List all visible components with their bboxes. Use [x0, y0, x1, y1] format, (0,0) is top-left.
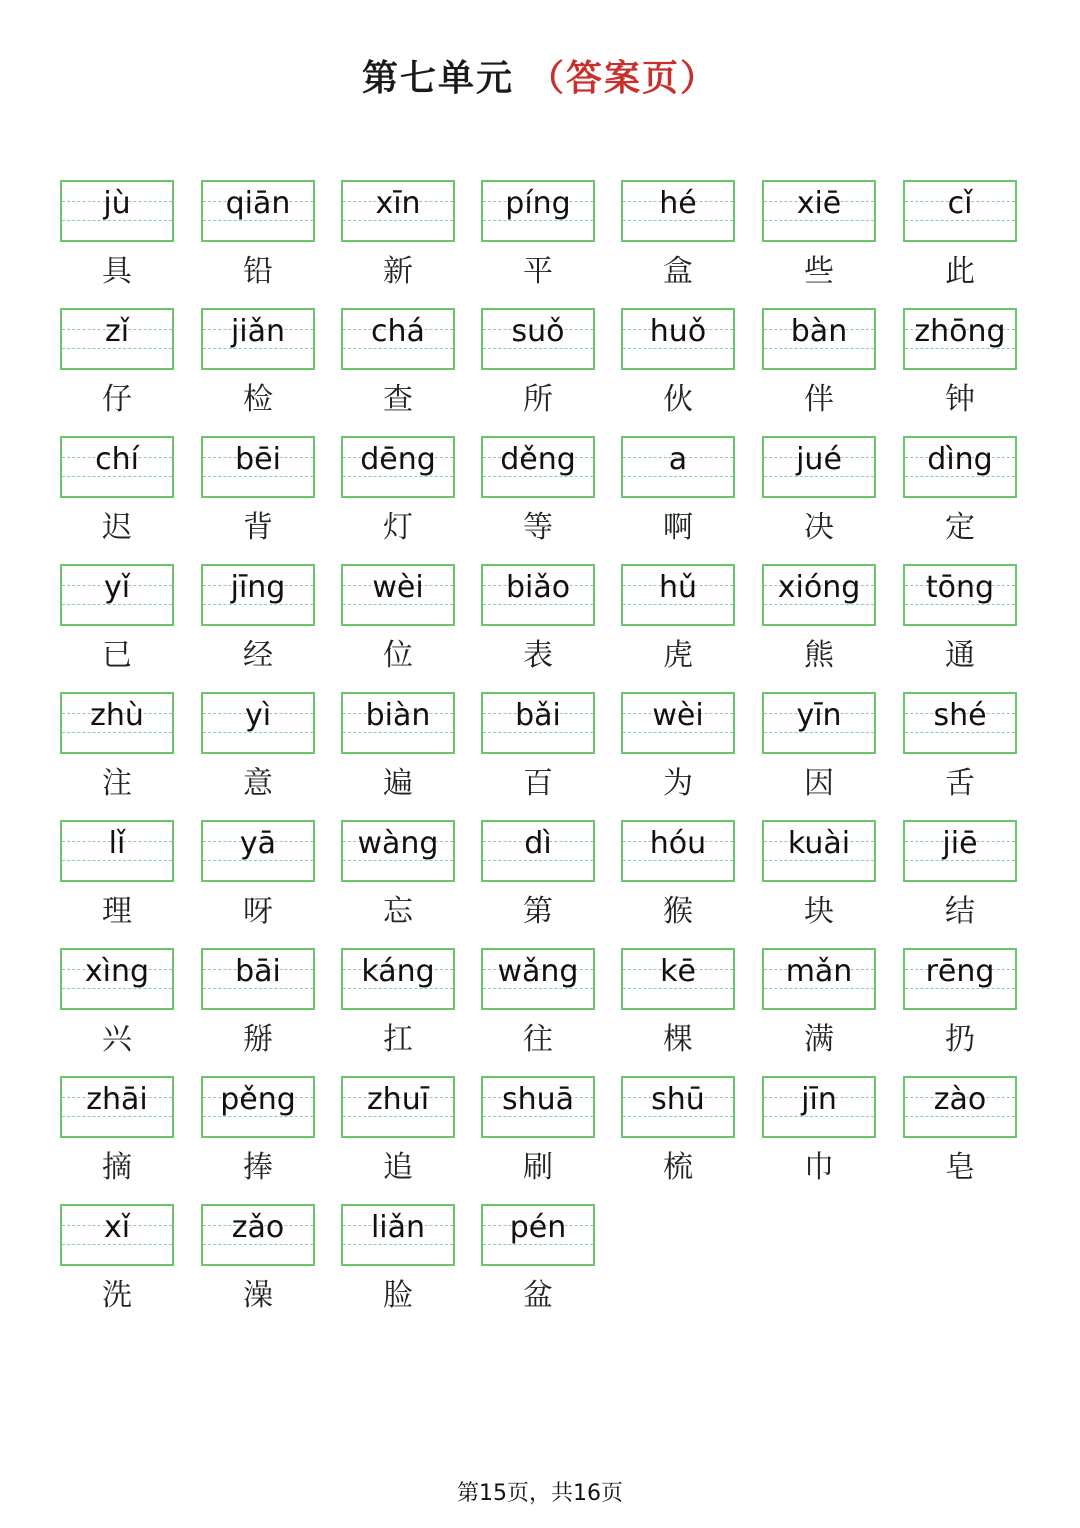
pinyin-grid	[60, 180, 1020, 1332]
pinyin-cell	[621, 820, 735, 940]
hanzi-character: 百	[523, 766, 553, 801]
hanzi-character: 皂	[945, 1150, 975, 1185]
hanzi-character: 猴	[663, 894, 693, 929]
pinyin-text: biǎo	[505, 570, 571, 605]
hanzi-character: 追	[383, 1150, 413, 1185]
pinyin-cell	[903, 692, 1017, 812]
pinyin-text: kē	[660, 954, 696, 989]
grid-row	[60, 436, 1020, 564]
pinyin-text: xīn	[375, 186, 421, 221]
pinyin-cell	[60, 1076, 174, 1196]
pinyin-text: chí	[95, 442, 139, 477]
pinyin-text: zhāi	[86, 1082, 148, 1117]
pinyin-text: rēng	[925, 954, 995, 989]
hanzi-character: 澡	[243, 1278, 273, 1313]
hanzi-character: 位	[383, 638, 413, 673]
pinyin-cell	[481, 1204, 595, 1324]
hanzi-character: 忘	[383, 894, 413, 929]
pinyin-text: jù	[103, 186, 131, 221]
answer-page-label: （答案页）	[528, 57, 719, 99]
hanzi-character: 等	[523, 510, 553, 545]
pinyin-text: zhuī	[366, 1082, 430, 1117]
pinyin-cell	[481, 436, 595, 556]
pinyin-cell	[481, 692, 595, 812]
pinyin-text: bǎi	[515, 698, 561, 733]
pinyin-text: shé	[933, 698, 987, 733]
pinyin-text: dìng	[927, 442, 993, 477]
hanzi-character: 虎	[663, 638, 693, 673]
grid-row	[60, 180, 1020, 308]
pinyin-cell	[201, 1076, 315, 1196]
pinyin-text: xǐ	[103, 1210, 131, 1245]
hanzi-character: 检	[243, 382, 273, 417]
pinyin-cell	[60, 1204, 174, 1324]
pinyin-cell	[201, 180, 315, 300]
hanzi-character: 已	[102, 638, 132, 673]
grid-row	[60, 1204, 1020, 1332]
hanzi-character: 呀	[243, 894, 273, 929]
pinyin-cell	[341, 308, 455, 428]
hanzi-character: 兴	[102, 1022, 132, 1057]
pinyin-text: jīn	[801, 1082, 837, 1117]
pinyin-cell	[621, 308, 735, 428]
hanzi-character: 此	[945, 254, 975, 289]
pinyin-text: shuā	[501, 1082, 575, 1117]
pinyin-cell	[201, 948, 315, 1068]
pinyin-text: bēi	[235, 442, 281, 477]
pinyin-cell	[201, 1204, 315, 1324]
pinyin-text: qiān	[225, 186, 291, 221]
pinyin-text: děng	[500, 442, 576, 477]
pinyin-text: yǐ	[103, 570, 131, 605]
pinyin-cell	[201, 692, 315, 812]
pinyin-cell	[341, 436, 455, 556]
pinyin-cell	[481, 1076, 595, 1196]
hanzi-character: 所	[523, 382, 553, 417]
pinyin-cell	[341, 1204, 455, 1324]
hanzi-character: 表	[523, 638, 553, 673]
hanzi-character: 经	[243, 638, 273, 673]
pinyin-text: wàng	[357, 826, 439, 861]
pinyin-cell	[201, 308, 315, 428]
hanzi-character: 往	[523, 1022, 553, 1057]
pinyin-cell	[481, 820, 595, 940]
grid-row	[60, 564, 1020, 692]
hanzi-character: 盆	[523, 1278, 553, 1313]
hanzi-character: 定	[945, 510, 975, 545]
pinyin-cell	[903, 820, 1017, 940]
hanzi-character: 因	[804, 766, 834, 801]
hanzi-character: 第	[523, 894, 553, 929]
pinyin-cell	[762, 564, 876, 684]
grid-row	[60, 820, 1020, 948]
pinyin-cell	[341, 564, 455, 684]
hanzi-character: 啊	[663, 510, 693, 545]
pinyin-cell	[60, 436, 174, 556]
hanzi-character: 铅	[243, 254, 273, 289]
hanzi-character: 注	[102, 766, 132, 801]
pinyin-text: wǎng	[497, 954, 579, 989]
pinyin-cell	[481, 180, 595, 300]
hanzi-character: 迟	[102, 510, 132, 545]
pinyin-cell	[621, 1076, 735, 1196]
pinyin-text: jīng	[230, 570, 286, 605]
pinyin-text: pén	[509, 1210, 567, 1245]
pinyin-text: yīn	[796, 698, 842, 733]
hanzi-character: 满	[804, 1022, 834, 1057]
hanzi-character: 查	[383, 382, 413, 417]
pinyin-text: suǒ	[511, 314, 565, 349]
pinyin-cell	[341, 948, 455, 1068]
grid-row	[60, 308, 1020, 436]
pinyin-text: lǐ	[108, 826, 126, 861]
pinyin-cell	[621, 564, 735, 684]
hanzi-character: 遍	[383, 766, 413, 801]
grid-row	[60, 1076, 1020, 1204]
hanzi-character: 掰	[243, 1022, 273, 1057]
pinyin-text: dēng	[360, 442, 436, 477]
pinyin-text: hǔ	[658, 570, 698, 605]
pinyin-text: zǎo	[231, 1210, 285, 1245]
pinyin-cell	[903, 948, 1017, 1068]
pinyin-cell	[201, 820, 315, 940]
hanzi-character: 脸	[383, 1278, 413, 1313]
hanzi-character: 洗	[102, 1278, 132, 1313]
hanzi-character: 新	[383, 254, 413, 289]
hanzi-character: 平	[523, 254, 553, 289]
hanzi-character: 扛	[383, 1022, 413, 1057]
pinyin-cell	[341, 692, 455, 812]
hanzi-character: 巾	[804, 1150, 834, 1185]
pinyin-text: jiǎn	[230, 314, 286, 349]
hanzi-character: 背	[243, 510, 273, 545]
pinyin-text: káng	[361, 954, 435, 989]
pinyin-cell	[762, 180, 876, 300]
pinyin-cell	[621, 180, 735, 300]
pinyin-cell	[60, 820, 174, 940]
pinyin-text: yā	[239, 826, 277, 861]
pinyin-cell	[60, 948, 174, 1068]
pinyin-cell	[60, 692, 174, 812]
pinyin-text: huǒ	[649, 314, 707, 349]
pinyin-text: wèi	[372, 570, 424, 605]
pinyin-text: liǎn	[370, 1210, 426, 1245]
pinyin-text: mǎn	[785, 954, 853, 989]
pinyin-cell	[903, 180, 1017, 300]
page-number: 第15页，共16页	[457, 1481, 623, 1506]
hanzi-character: 扔	[945, 1022, 975, 1057]
hanzi-character: 理	[102, 894, 132, 929]
hanzi-character: 为	[663, 766, 693, 801]
pinyin-cell	[60, 564, 174, 684]
pinyin-text: zhōng	[914, 314, 1006, 349]
pinyin-cell	[762, 692, 876, 812]
pinyin-cell	[341, 1076, 455, 1196]
pinyin-cell	[341, 820, 455, 940]
pinyin-cell	[762, 948, 876, 1068]
pinyin-cell	[762, 1076, 876, 1196]
pinyin-cell	[481, 564, 595, 684]
pinyin-cell	[903, 1076, 1017, 1196]
hanzi-character: 灯	[383, 510, 413, 545]
pinyin-text: zǐ	[104, 314, 130, 349]
pinyin-text: pěng	[220, 1082, 296, 1117]
pinyin-cell	[481, 308, 595, 428]
pinyin-text: xìng	[84, 954, 150, 989]
hanzi-character: 意	[243, 766, 273, 801]
pinyin-text: cǐ	[947, 186, 973, 221]
hanzi-character: 些	[804, 254, 834, 289]
pinyin-text: jiē	[942, 826, 978, 861]
pinyin-cell	[903, 564, 1017, 684]
hanzi-character: 棵	[663, 1022, 693, 1057]
pinyin-cell	[903, 308, 1017, 428]
pinyin-cell	[481, 948, 595, 1068]
pinyin-cell	[621, 436, 735, 556]
hanzi-character: 块	[804, 894, 834, 929]
pinyin-cell	[762, 436, 876, 556]
pinyin-cell	[762, 308, 876, 428]
pinyin-text: hóu	[649, 826, 707, 861]
pinyin-cell	[60, 180, 174, 300]
pinyin-text: bāi	[235, 954, 281, 989]
pinyin-text: dì	[524, 826, 552, 861]
pinyin-text: xióng	[777, 570, 861, 605]
page-title	[0, 50, 1080, 101]
pinyin-text: kuài	[787, 826, 851, 861]
pinyin-text: zào	[933, 1082, 987, 1117]
pinyin-text: hé	[659, 186, 697, 221]
hanzi-character: 钟	[945, 382, 975, 417]
grid-row	[60, 692, 1020, 820]
pinyin-text: xiē	[796, 186, 842, 221]
pinyin-text: jué	[796, 442, 842, 477]
unit-title: 第七单元	[361, 57, 514, 99]
pinyin-text: yì	[244, 698, 272, 733]
hanzi-character: 捧	[243, 1150, 273, 1185]
pinyin-cell	[621, 948, 735, 1068]
hanzi-character: 舌	[945, 766, 975, 801]
pinyin-text: bàn	[790, 314, 848, 349]
hanzi-character: 伴	[804, 382, 834, 417]
hanzi-character: 熊	[804, 638, 834, 673]
hanzi-character: 摘	[102, 1150, 132, 1185]
pinyin-text: shū	[651, 1082, 705, 1117]
pinyin-cell	[762, 820, 876, 940]
pinyin-text: píng	[505, 186, 571, 221]
hanzi-character: 结	[945, 894, 975, 929]
hanzi-character: 通	[945, 638, 975, 673]
hanzi-character: 决	[804, 510, 834, 545]
hanzi-character: 盒	[663, 254, 693, 289]
pinyin-cell	[621, 692, 735, 812]
pinyin-cell	[341, 180, 455, 300]
pinyin-text: zhù	[90, 698, 144, 733]
grid-row	[60, 948, 1020, 1076]
pinyin-cell	[201, 564, 315, 684]
hanzi-character: 具	[102, 254, 132, 289]
pinyin-text: chá	[371, 314, 425, 349]
pinyin-cell	[60, 308, 174, 428]
hanzi-character: 仔	[102, 382, 132, 417]
pinyin-cell	[201, 436, 315, 556]
pinyin-cell	[903, 436, 1017, 556]
pinyin-text: tōng	[925, 570, 995, 605]
hanzi-character: 伙	[663, 382, 693, 417]
hanzi-character: 梳	[663, 1150, 693, 1185]
pinyin-text: biàn	[365, 698, 431, 733]
pinyin-text: wèi	[652, 698, 704, 733]
pinyin-text: a	[668, 442, 688, 477]
hanzi-character: 刷	[523, 1150, 553, 1185]
